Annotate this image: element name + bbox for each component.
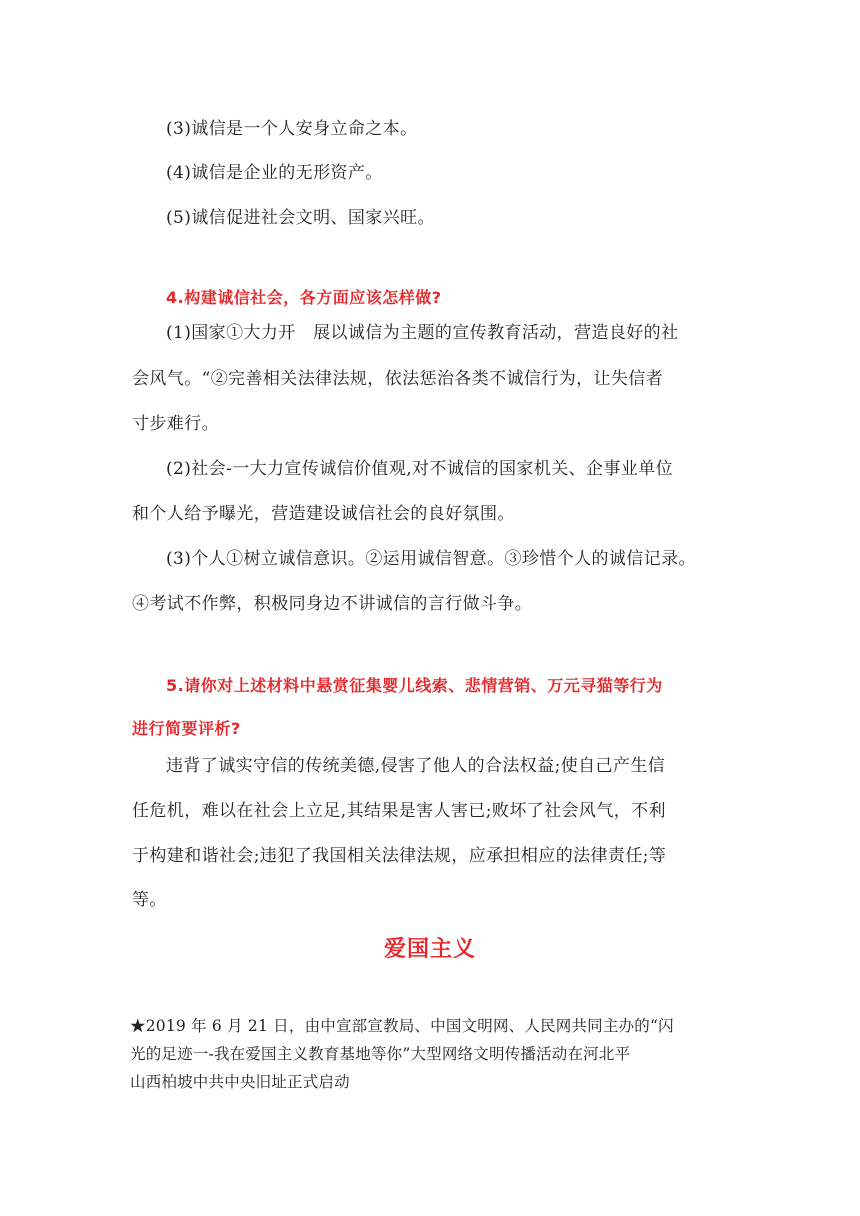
list-item: (5)诚信促进社会文明、国家兴旺。 [166,208,435,228]
paragraph-line: 于构建和谐社会;违犯了我国相关法律法规，应承担相应的法律责任;等 [132,846,667,866]
list-item: (3)诚信是一个人安身立命之本。 [166,119,418,139]
section-title: 爱国主义 [383,937,476,962]
paragraph-line: 会风气。“②完善相关法律法规，依法惩治各类不诚信行为，让失信者 [132,369,664,389]
news-line: 光的足迹一-我在爱国主义教育基地等你”大型网络文明传播活动在河北平 [130,1045,631,1063]
question-5-heading: 5.请你对上述材料中悬赏征集婴儿线索、悲情营销、万元寻猫等行为 [166,676,663,695]
paragraph-line: 和个人给予曝光，营造建设诚信社会的良好氛围。 [132,504,515,524]
paragraph-line: 寸步难行。 [132,414,219,434]
question-4-heading: 4.构建诚信社会，各方面应该怎样做? [166,288,442,307]
question-5-heading-cont: 进行简要评析? [132,719,241,738]
paragraph-line: 违背了诚实守信的传统美德,侵害了他人的合法权益;使自己产生信 [166,756,666,776]
paragraph-line: ④考试不作弊，积极同身边不讲诚信的言行做斗争。 [132,594,533,614]
paragraph-line: 等。 [132,890,167,910]
news-line: 山西柏坡中共中央旧址正式启动 [130,1073,350,1091]
paragraph-line: (1)国家①大力开 展以诚信为主题的宣传教育活动，营造良好的社 [166,323,679,343]
paragraph-line: (2)社会-一大力宣传诚信价值观,对不诚信的国家机关、企事业单位 [166,459,674,479]
news-line: ★2019 年 6 月 21 日，由中宣部宣教局、中国文明网、人民网共同主办的“闪 [130,1017,674,1035]
list-item: (4)诚信是企业的无形资产。 [166,163,383,183]
paragraph-line: (3)个人①树立诚信意识。②运用诚信智意。③珍惜个人的诚信记录。 [166,549,696,569]
paragraph-line: 任危机，难以在社会上立足,其结果是害人害已;败坏了社会风气，不利 [132,801,666,821]
